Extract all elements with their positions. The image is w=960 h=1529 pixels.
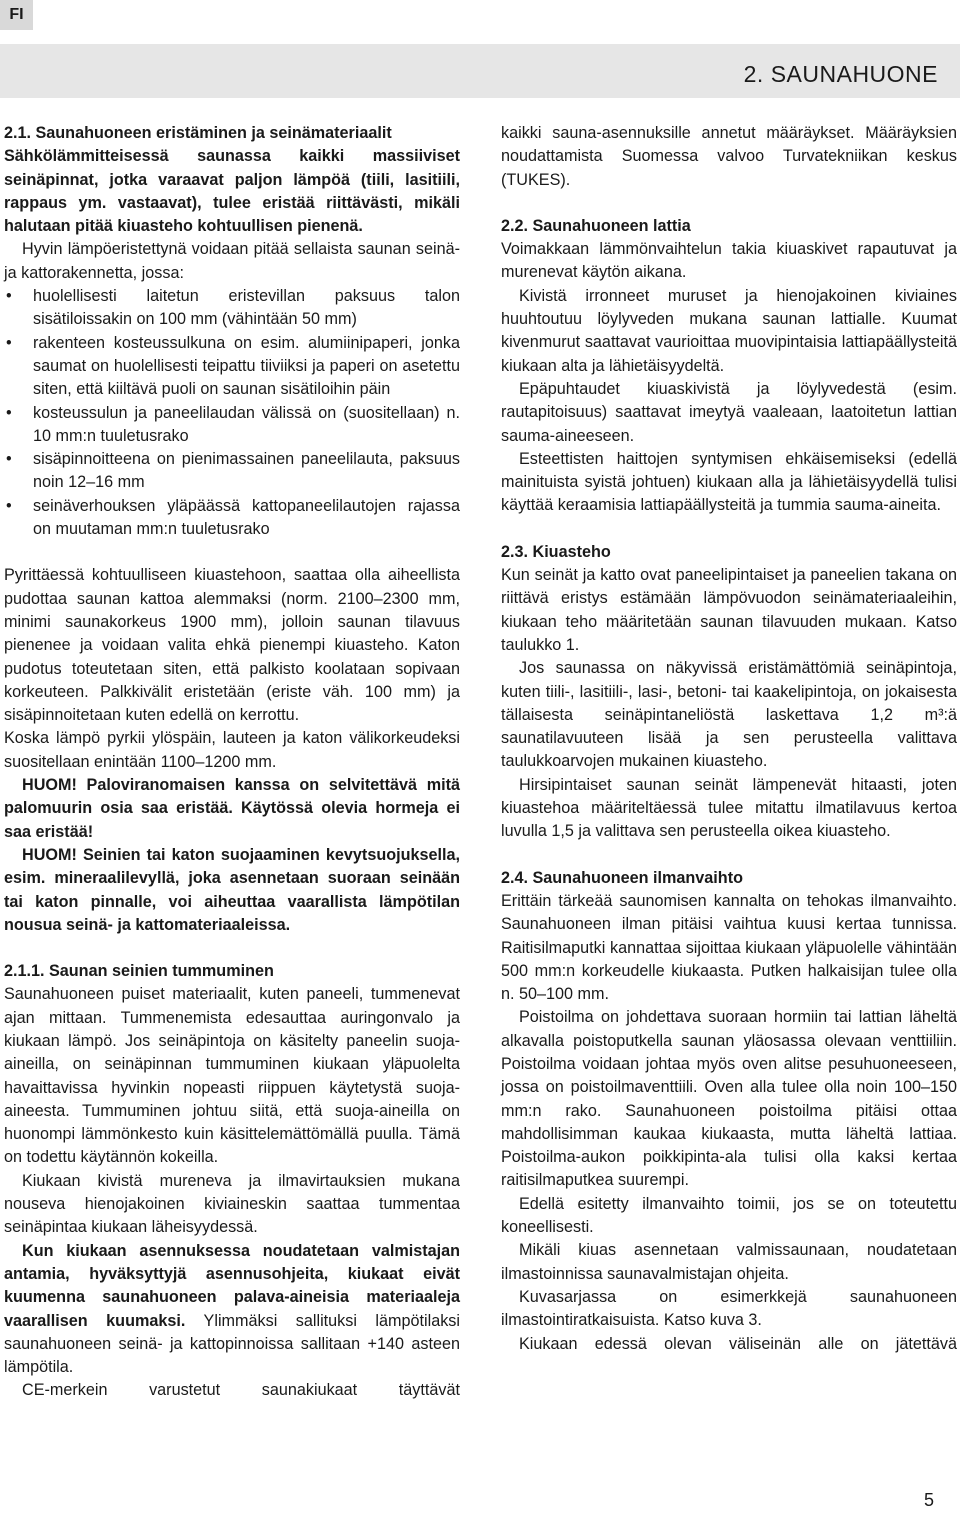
ventilation-paragraph-2: Poistoilma on johdettava suoraan hormiin tai lattian läheltä alkavalla poistoputkella saunan yläosassa olevaan venttiiliin. Poistoilma voidaan johtaa myös oven alitse pesuhuoneeseen, jossa on poistoilmaventtiili. Oven alla tulee olla noin 100–150 mm:n rako. Saunahuoneen poistoilma pitäisi ottaa mahdollisimman kaukaa kiukaasta, mutta läheltä lattiaa. Poistoilma-aukon poikkipinta-ala tulisi olla kaksi kertaa raitisilmaputkea suurempi. <box>501 1008 957 1190</box>
heat-rises-paragraph: Koska lämpö pyrkii ylöspäin, lauteen ja katon välikorkeudeksi suositellaan enintään 1100–1200 mm. <box>4 729 460 771</box>
section-2-1-1-heading: 2.1.1. Saunan seinien tummuminen <box>4 962 274 981</box>
insulation-paragraph: Hyvin lämpöeristettynä voidaan pitää sellaista saunan seinä- ja kattorakennetta, jossa: <box>4 240 460 282</box>
ventilation-paragraph-1: Erittäin tärkeää saunomisen kannalta on tehokas ilmanvaihto. Saunahuoneen ilman pitäisi vaihtua kuusi kertaa tunnissa. Raitisilmaputki kannattaa sijoittaa kiukaan yläpuolelle vähintään 500 mm:n korkeudelle kiukaasta. Putken halkaisijan tulee olla n. 50–100 mm. <box>501 891 957 1004</box>
minerals-paragraph: Kiukaan kivistä mureneva ja ilmavirtauksien mukana nouseva hienojakoinen kiviaineskin saattaa tummentaa seinäpintaa kiukaan läheisyydessä. <box>4 1171 460 1237</box>
power-paragraph-3: Hirsipintaiset saunan seinät lämpenevät hitaasti, joten kiuastehoa määriteltäessä tulee mitattu ilmatilavuus kertoa luvulla 1,5 ja valittava sen perusteella oikea kiuasteho. <box>501 775 957 841</box>
section-2-3-heading: 2.3. Kiuasteho <box>501 542 611 561</box>
power-paragraph-1: Kun seinät ja katto ovat paneelipintaiset ja paneelien takana on riittävä eristys estämään lämpövuodon seinämateriaaleihin, kiukaan teho määritetään saunan tilavuuden mukaan. Katso taulukko 1. <box>501 566 957 654</box>
floor-paragraph-3: Epäpuhtaudet kiuaskivistä ja löylyvedestä (esim. rautapitoisuus) saattavat imeytyä vaaleaan, laatoitetun lattian sauma-aineeseen. <box>501 379 957 445</box>
ventilation-paragraph-4: Mikäli kiuas asennetaan valmissaunaan, noudatetaan ilmastoinnissa saunavalmistajan ohjeita. <box>501 1241 957 1283</box>
power-paragraph-2: Jos saunassa on näkyvissä eristämättömiä seinäpintoja, kuten tiili-, lasitiili-, lasi-, betoni- tai kaakelipintoja, on jokaisesta tällaisesta seinäpintaneliöstä laskettava 1,2 m³:ä saunatilavuuteen lisää ja sen perusteella valittava taulukkoarvojen mukainen kiuasteho. <box>501 659 957 771</box>
lower-ceiling-paragraph: Pyrittäessä kohtuulliseen kiuastehoon, saattaa olla aiheellista pudottaa saunan kattoa alemmaksi (norm. 2100–2300 mm, minimi saunakorkeus 1900 mm), jolloin saunan tilavuus pienenee ja voidaan valita ehkä pienempi kiuasteho. Katon pudotus toteutetaan siten, että palkisto koolataan sopivaan korkeuteen. Palkkivälit eristetään (eriste väh. 100 mm) ja sisäpinnoitetaan kuten edellä on kerrottu. <box>4 566 460 725</box>
list-item: • kosteussulun ja paneelilaudan välissä on (suositellaan) n. 10 mm:n tuuletusrako <box>4 402 460 449</box>
warning-light-shield: HUOM! Seinien tai katon suojaaminen kevytsuojuksella, esim. mineraalilevyllä, joka asennetaan suoraan seinään tai katon pinnalle, voi aiheuttaa vaarallista lämpötilan nousua seinä- ja kattomateriaaleissa. <box>4 845 460 934</box>
ce-paragraph: CE-merkein varustetut saunakiukaat täyttävät <box>22 1381 460 1400</box>
ventilation-paragraph-6: Kiukaan edessä olevan väliseinän alle on jätettävä <box>519 1334 957 1353</box>
instructions-paragraph <box>4 1240 460 1380</box>
section-2-1-heading: 2.1. Saunahuoneen eristäminen ja seinämateriaalit <box>4 124 392 142</box>
regulations-paragraph: kaikki sauna-asennuksille annetut määräykset. Määräyksien noudattamista Suomessa valvoo Turvatekniikan keskus (TUKES). <box>501 124 957 189</box>
list-item: • seinäverhouksen yläpäässä kattopaneelilautojen rajassa on muutaman mm:n tuuletusrako <box>4 495 460 542</box>
instructions-bold: Kun kiukaan asennuksessa noudatetaan valmistajan antamia, hyväksyttyjä asennusohjeita, kiukaat eivät kuumenna saunahuoneen palava-aineisia materiaaleja vaarallisen kuumaksi. <box>4 1241 460 1330</box>
section-2-4-heading: 2.4. Saunahuoneen ilmanvaihto <box>501 868 743 887</box>
ventilation-paragraph-3: Edellä esitetty ilmanvaihto toimii, jos se on toteutettu koneellisesti. <box>501 1194 957 1237</box>
list-item: • rakenteen kosteussulkuna on esim. alumiinipaperi, jonka saumat on huolellisesti teipattu tiiviiksi ja paperi on asetettu siten, että kiiltävä puoli on saunan sisätiloihin päin <box>4 332 460 402</box>
floor-paragraph-2: Kivistä irronneet muruset ja hienojakoinen kiviaines huuhtoutuu löylyveden mukana saunan lattialle. Kuumat kivenmurut saattavat vaurioittaa muovipintaisia lattiapäällysteitä kiukaan alta ja lähietäisyydeltä. <box>501 286 957 375</box>
warning-firewall: HUOM! Paloviranomaisen kanssa on selvitettävä mitä palomuurin osia saa eristää. Käytössä olevia hormeja ei saa eristää! <box>4 776 460 841</box>
intro-paragraph: Sähkölämmitteisessä saunassa kaikki massiiviset seinäpinnat, jotka varaavat paljon lämpöä (tiili, lasitiili, rappaus ym. vastaavat), tulee eristää riittävästi, mikäli halutaan pitää kiuasteho kohtuullisen pienenä. <box>4 147 460 236</box>
list-item: • sisäpinnoitteena on pienimassainen paneelilauta, paksuus noin 12–16 mm <box>4 448 460 495</box>
right-column <box>501 122 957 1356</box>
instructions-rest: Ylimmäksi sallituksi lämpötilaksi saunahuoneen seinä- ja kattopinnoissa sallitaan +140 asteen lämpötila. <box>4 1311 460 1377</box>
insulation-list <box>4 285 460 541</box>
section-2-2-heading: 2.2. Saunahuoneen lattia <box>501 216 691 235</box>
floor-paragraph-1: Voimakkaan lämmönvaihtelun takia kiuaskivet rapautuvat ja murenevat käytön aikana. <box>501 240 957 282</box>
floor-paragraph-4: Esteettisten haittojen syntymisen ehkäisemiseksi (edellä mainituista syistä johtuen) kiukaan alla ja lähietäisyydellä tulisi käyttää keraamisia lattiapäällysteitä ja tummia sauma-aineita. <box>501 449 957 515</box>
chapter-title: 2. SAUNAHUONE <box>743 61 938 87</box>
darkening-paragraph: Saunahuoneen puiset materiaalit, kuten paneeli, tummenevat ajan mittaan. Tummenemista edesauttaa auringonvalo ja kiukaan lämpö. Jos seinäpintoja on käsitelty paneelin suoja-aineilla, on seinäpinnan tummuminen kiukaan yläpuolelta havaittavissa hyvinkin nopeasti riippuen käytetystä suoja-aineesta. Tummuminen johtuu siitä, että suoja-aineilla on huonompi lämmönkesto kuin käsittelemättömällä puulla. Tämä on todettu käytännön kokeilla. <box>4 985 460 1167</box>
language-tab: FI <box>0 0 33 30</box>
left-column <box>4 122 460 1403</box>
page-number: 5 <box>923 1490 934 1510</box>
list-item: • huolellisesti laitetun eristevillan paksuus talon sisätiloissakin on 100 mm (vähintään 50 mm) <box>4 285 460 332</box>
ventilation-paragraph-5: Kuvasarjassa on esimerkkejä saunahuoneen ilmastointiratkaisuista. Katso kuva 3. <box>501 1287 957 1330</box>
